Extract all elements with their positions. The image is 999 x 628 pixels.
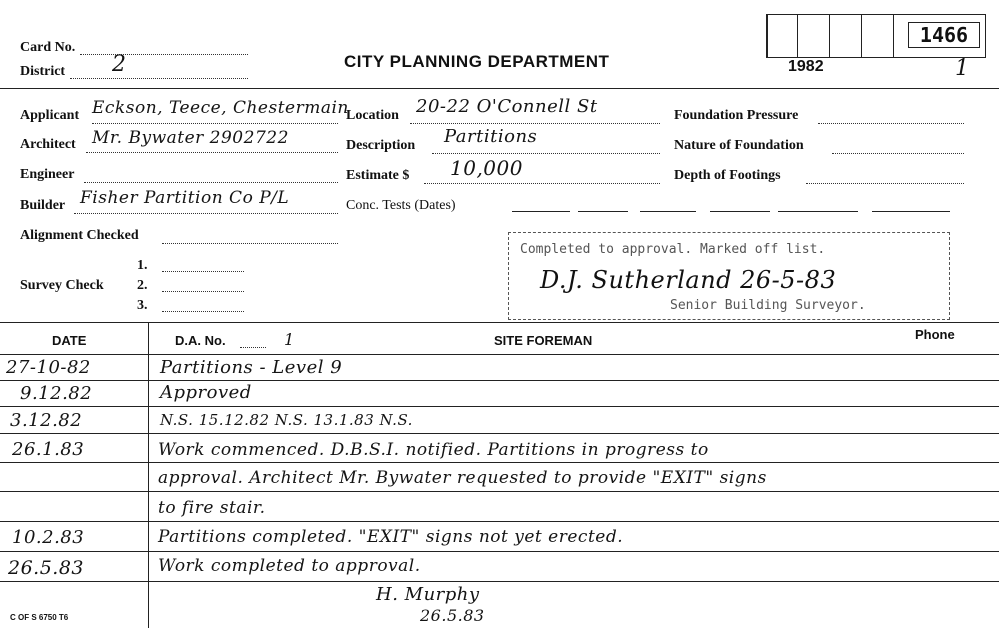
row-rule-5	[0, 491, 999, 492]
builder-line	[74, 213, 338, 214]
table-top-rule	[0, 322, 999, 323]
year-label: 1982	[788, 58, 824, 75]
stamp-line-1: Completed to approval. Marked off list.	[520, 242, 826, 257]
table-header-rule	[0, 354, 999, 355]
date-column-rule	[148, 322, 149, 628]
district-label: District	[20, 64, 66, 79]
depth-footings-label: Depth of Footings	[674, 168, 781, 183]
card-number-box-2	[798, 14, 830, 58]
depth-footings-line	[806, 183, 964, 184]
applicant-label: Applicant	[20, 108, 80, 123]
conc-line-5	[778, 211, 858, 212]
date-header: DATE	[52, 333, 87, 348]
estimate-value: 10,000	[450, 156, 523, 180]
survey-line-1	[162, 271, 244, 272]
description-value: Partitions	[444, 126, 538, 147]
survey-label: Survey Check	[20, 278, 104, 293]
district-value: 2	[112, 52, 127, 77]
row-rule-4	[0, 462, 999, 463]
da-header: D.A. No.	[175, 333, 226, 348]
row-date: 26.1.83	[12, 439, 85, 460]
signoff-name: H. Murphy	[376, 584, 480, 605]
page-title: CITY PLANNING DEPARTMENT	[344, 52, 610, 71]
architect-line	[86, 152, 338, 153]
survey-item-3: 3.	[137, 298, 148, 313]
conc-line-3	[640, 211, 696, 212]
signoff-date: 26.5.83	[420, 606, 485, 625]
row-text: approval. Architect Mr. Bywater requested to provide "EXIT" signs	[158, 468, 767, 488]
builder-label: Builder	[20, 198, 66, 213]
row-date: 26.5.83	[8, 557, 85, 579]
engineer-label: Engineer	[20, 167, 75, 182]
architect-value: Mr. Bywater 2902722	[92, 128, 289, 148]
applicant-value: Eckson, Teece, Chestermain	[92, 98, 349, 118]
row-date: 9.12.82	[20, 383, 93, 404]
card-number-box-3	[830, 14, 862, 58]
stamp-signature: D.J. Sutherland 26-5-83	[540, 266, 837, 294]
conc-tests-label: Conc. Tests (Dates)	[346, 198, 456, 213]
row-date: 10.2.83	[12, 527, 85, 548]
district-line	[70, 78, 248, 79]
survey-item-2: 2.	[137, 278, 148, 293]
row-rule-1	[0, 380, 999, 381]
nature-foundation-line	[832, 153, 964, 154]
architect-label: Architect	[20, 137, 76, 152]
card-no-label: Card No.	[20, 40, 76, 55]
foundation-pressure-line	[818, 123, 964, 124]
alignment-line	[162, 243, 338, 244]
row-rule-8	[0, 581, 999, 582]
row-rule-7	[0, 551, 999, 552]
row-text: N.S. 15.12.82 N.S. 13.1.83 N.S.	[160, 411, 413, 429]
engineer-line	[84, 182, 338, 183]
phone-header: Phone	[915, 327, 955, 342]
sheet-number: 1	[955, 56, 970, 81]
survey-line-3	[162, 311, 244, 312]
row-rule-2	[0, 406, 999, 407]
row-date: 3.12.82	[10, 410, 83, 431]
site-foreman-header: SITE FOREMAN	[494, 333, 593, 348]
row-text: Approved	[160, 382, 252, 403]
conc-line-4	[710, 211, 770, 212]
applicant-line	[92, 123, 338, 124]
da-value: 1	[284, 330, 295, 349]
survey-line-2	[162, 291, 244, 292]
nature-foundation-label: Nature of Foundation	[674, 138, 804, 153]
top-rule	[0, 88, 999, 89]
print-code: C OF S 6750 T6	[10, 613, 69, 622]
row-text: Partitions - Level 9	[160, 357, 343, 378]
row-text: Work commenced. D.B.S.I. notified. Partitions in progress to	[158, 440, 709, 460]
conc-line-6	[872, 211, 950, 212]
row-rule-3	[0, 433, 999, 434]
description-line	[432, 153, 660, 154]
conc-line-2	[578, 211, 628, 212]
alignment-label: Alignment Checked	[20, 228, 139, 243]
card-number-box-1	[766, 14, 798, 58]
stamp-line-3: Senior Building Surveyor.	[670, 298, 866, 313]
card-number: 1466	[908, 22, 980, 48]
description-label: Description	[346, 138, 416, 153]
row-text: Work completed to approval.	[158, 556, 421, 576]
conc-line-1	[512, 211, 570, 212]
location-line	[410, 123, 660, 124]
da-line	[240, 347, 266, 348]
location-value: 20-22 O'Connell St	[416, 96, 598, 117]
estimate-line	[424, 183, 660, 184]
builder-value: Fisher Partition Co P/L	[80, 188, 290, 208]
row-date: 27-10-82	[6, 357, 91, 378]
estimate-label: Estimate $	[346, 168, 410, 183]
card-number-box-4	[862, 14, 894, 58]
row-rule-6	[0, 521, 999, 522]
foundation-pressure-label: Foundation Pressure	[674, 108, 799, 123]
row-text: to fire stair.	[158, 498, 266, 518]
location-label: Location	[346, 108, 399, 123]
card-no-line	[80, 54, 248, 55]
row-text: Partitions completed. "EXIT" signs not yet erected.	[158, 527, 624, 547]
survey-item-1: 1.	[137, 258, 148, 273]
